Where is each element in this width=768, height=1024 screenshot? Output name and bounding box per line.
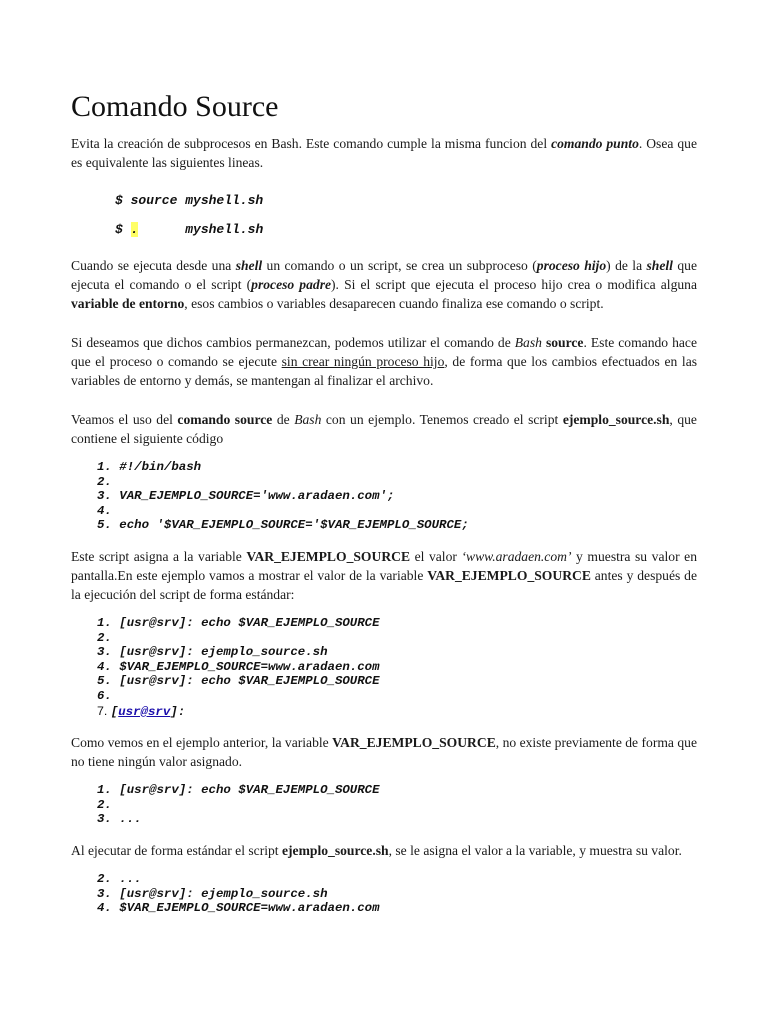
code-line: 3. ... bbox=[97, 812, 142, 827]
intro-bold: comando punto bbox=[551, 136, 639, 151]
code-block-echo bbox=[71, 783, 697, 827]
p2-i: ). Si el script que ejecuta el proceso hijo crea o modifica alguna bbox=[331, 277, 697, 292]
p3-e: . Este comando hace que el proceso o comando se ejecute bbox=[71, 335, 697, 369]
p5-a: Este script asigna a la variable bbox=[71, 548, 247, 564]
intro-text: Evita la creación de subprocesos en Bash. Este comando cumple la misma funcion del bbox=[71, 136, 552, 151]
intro-paragraph bbox=[71, 134, 697, 172]
code-line: 6. bbox=[97, 688, 112, 703]
code-line: 2. bbox=[97, 474, 112, 489]
p2-j: variable de entorno bbox=[71, 296, 185, 311]
code-block-run bbox=[71, 616, 697, 719]
p7-a: Al ejecutar de forma estándar el script bbox=[71, 842, 282, 858]
paragraph-assign bbox=[71, 547, 697, 604]
paragraph-subprocess bbox=[71, 256, 697, 313]
p7-c: , se le asigna el valor a la variable, y muestra su valor. bbox=[388, 842, 682, 858]
p6-a: Como vemos en el ejemplo anterior, la variable bbox=[71, 735, 333, 751]
code-line: 1. #!/bin/bash bbox=[97, 460, 202, 474]
code-line bbox=[97, 704, 697, 720]
code-line: 4. $VAR_EJEMPLO_SOURCE=www.aradaen.com bbox=[97, 659, 380, 674]
p4-f: ejemplo_source.sh bbox=[562, 412, 670, 427]
code-line: 2. bbox=[97, 797, 112, 812]
p5-f: VAR_EJEMPLO_SOURCE bbox=[427, 567, 591, 583]
code-line: 4. $VAR_EJEMPLO_SOURCE=www.aradaen.com bbox=[97, 901, 380, 916]
bracket: [ bbox=[110, 704, 119, 719]
code-line: 1. [usr@srv]: echo $VAR_EJEMPLO_SOURCE bbox=[97, 615, 380, 630]
p2-d: proceso hijo bbox=[536, 258, 607, 273]
line-number: 7. bbox=[97, 703, 111, 718]
p5-e: y muestra su valor en pantalla.En este ejemplo vamos a mostrar el valor de la variable bbox=[71, 548, 698, 583]
command-source: $ source myshell.sh bbox=[115, 193, 264, 208]
paragraph-example bbox=[71, 410, 697, 448]
p3-g: , de forma que los cambios efectuados en las variables de entorno y demás, se mantengan al finalizar el archivo. bbox=[71, 354, 698, 388]
code-line: 2. ... bbox=[97, 871, 142, 886]
p3-f: sin crear ningún proceso hijo bbox=[281, 354, 445, 369]
p4-e: con un ejemplo. Tenemos creado el script bbox=[321, 412, 563, 427]
code-line: 3. [usr@srv]: ejemplo_source.sh bbox=[97, 645, 328, 660]
p3-b: Bash bbox=[514, 335, 542, 350]
command-dot-highlight: . bbox=[130, 222, 139, 237]
p2-g: que ejecuta el comando o el script ( bbox=[71, 258, 697, 292]
paragraph-standard-run bbox=[71, 841, 697, 860]
code-line: 2. bbox=[97, 630, 112, 645]
p5-c: el valor bbox=[410, 548, 462, 564]
p2-h: proceso padre bbox=[251, 277, 332, 292]
p4-c: de bbox=[272, 412, 295, 427]
code-line: 5. [usr@srv]: echo $VAR_EJEMPLO_SOURCE bbox=[97, 674, 380, 689]
command-dot-rest: myshell.sh bbox=[138, 222, 264, 237]
p2-a: Cuando se ejecuta desde una bbox=[71, 258, 236, 273]
intro-text-end: . Osea que es equivalente las siguientes lineas. bbox=[71, 136, 697, 170]
p2-c: un comando o un script, se crea un subproceso ( bbox=[262, 258, 537, 273]
p5-d: ‘www.aradaen.com’ bbox=[461, 548, 572, 564]
code-line: 3. [usr@srv]: ejemplo_source.sh bbox=[97, 886, 328, 901]
code-line: 1. [usr@srv]: echo $VAR_EJEMPLO_SOURCE bbox=[97, 783, 380, 798]
p7-b: ejemplo_source.sh bbox=[281, 842, 389, 858]
p6-c: , no existe previamente de forma que no tiene ningún valor asignado. bbox=[71, 735, 697, 770]
p2-b: shell bbox=[235, 258, 263, 273]
code-line: 4. bbox=[97, 503, 112, 518]
page-title: Comando Source bbox=[71, 90, 279, 123]
user-host-link[interactable]: usr@srv bbox=[118, 704, 171, 719]
command-dot-prefix: $ bbox=[115, 222, 131, 237]
paragraph-source bbox=[71, 333, 697, 390]
p4-d: Bash bbox=[294, 412, 322, 427]
p4-a: Veamos el uso del bbox=[71, 412, 178, 427]
p4-g: , que contiene el siguiente código bbox=[71, 412, 697, 446]
p4-b: comando source bbox=[177, 412, 273, 427]
code-block-result bbox=[71, 872, 697, 916]
p5-b: VAR_EJEMPLO_SOURCE bbox=[246, 548, 411, 564]
bracket-tail: ]: bbox=[170, 704, 186, 719]
p3-a: Si deseamos que dichos cambios permanezcan, podemos utilizar el comando de bbox=[71, 335, 515, 350]
paragraph-no-value bbox=[71, 733, 697, 771]
p3-d: source bbox=[545, 335, 584, 350]
p6-b: VAR_EJEMPLO_SOURCE bbox=[332, 735, 496, 751]
code-line: 5. echo '$VAR_EJEMPLO_SOURCE='$VAR_EJEMPLO_SOURCE; bbox=[97, 518, 469, 533]
p5-g: antes y después de la ejecución del script de forma estándar: bbox=[71, 567, 697, 602]
p2-e: ) de la bbox=[606, 258, 647, 273]
code-line: 3. VAR_EJEMPLO_SOURCE='www.aradaen.com'; bbox=[97, 489, 395, 504]
code-block-script bbox=[71, 460, 697, 533]
p2-f: shell bbox=[646, 258, 673, 273]
command-dot bbox=[115, 215, 697, 244]
p2-k: , esos cambios o variables desaparecen cuando finaliza ese comando o script. bbox=[184, 296, 604, 311]
